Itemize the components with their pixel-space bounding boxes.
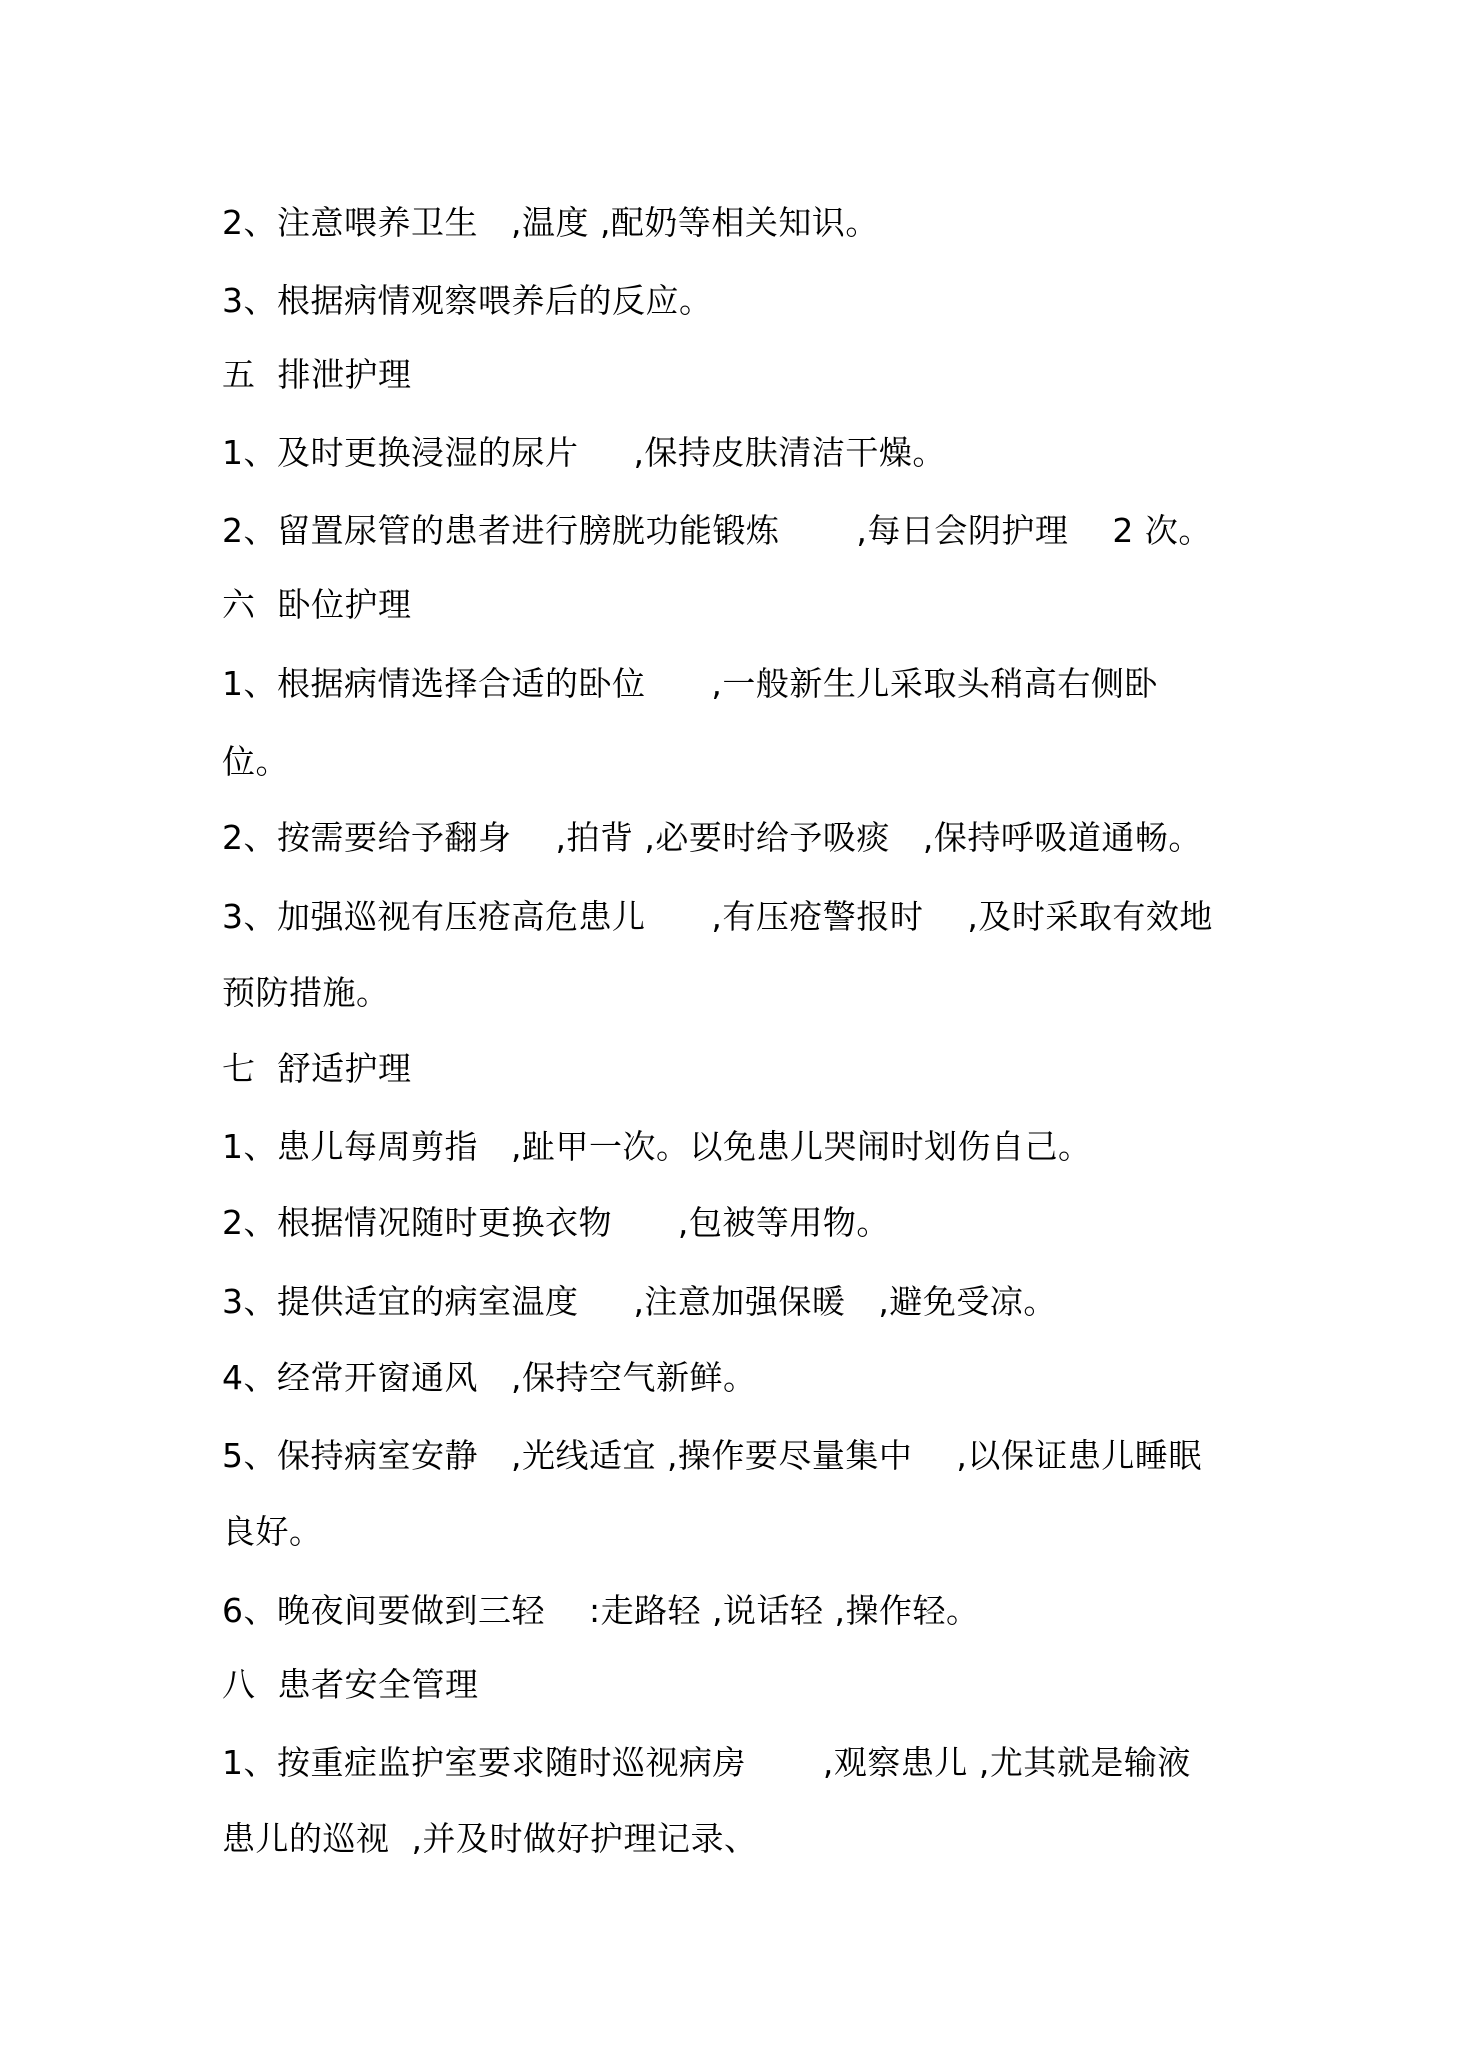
text-line: 3、根据病情观察喂养后的反应。 [222, 281, 713, 320]
section-heading: 八 患者安全管理 [222, 1665, 479, 1704]
text-line: 2、根据情况随时更换衣物 ,包被等用物。 [222, 1203, 890, 1242]
text-line: 3、提供适宜的病室温度 ,注意加强保暖 ,避免受凉。 [222, 1282, 1057, 1321]
text-line: 1、及时更换浸湿的尿片 ,保持皮肤清洁干燥。 [222, 433, 946, 472]
text-line: 6、晚夜间要做到三轻 :走路轻 ,说话轻 ,操作轻。 [222, 1591, 980, 1630]
text-line: 患儿的巡视 ,并及时做好护理记录、 [222, 1819, 758, 1858]
text-line: 1、根据病情选择合适的卧位 ,一般新生儿采取头稍高右侧卧 [222, 664, 1158, 703]
section-heading: 五 排泄护理 [222, 355, 412, 394]
text-line: 4、经常开窗通风 ,保持空气新鲜。 [222, 1358, 757, 1397]
text-line: 5、保持病室安静 ,光线适宜 ,操作要尽量集中 ,以保证患儿睡眠 [222, 1436, 1202, 1475]
text-line: 1、患儿每周剪指 ,趾甲一次。以免患儿哭闹时划伤自己。 [222, 1127, 1092, 1166]
text-line: 1、按重症监护室要求随时巡视病房 ,观察患儿 ,尤其就是输液 [222, 1743, 1191, 1782]
text-line: 2、按需要给予翻身 ,拍背 ,必要时给予吸痰 ,保持呼吸道通畅。 [222, 818, 1202, 857]
text-line: 预防措施。 [222, 973, 390, 1012]
text-line: 2、留置尿管的患者进行膀胱功能锻炼 ,每日会阴护理 2 次。 [222, 511, 1212, 550]
text-line: 位。 [222, 742, 289, 781]
text-line: 3、加强巡视有压疮高危患儿 ,有压疮警报时 ,及时采取有效地 [222, 897, 1213, 936]
section-heading: 七 舒适护理 [222, 1049, 412, 1088]
text-line: 良好。 [222, 1512, 323, 1551]
text-line: 2、注意喂养卫生 ,温度 ,配奶等相关知识。 [222, 203, 879, 242]
section-heading: 六 卧位护理 [222, 585, 412, 624]
